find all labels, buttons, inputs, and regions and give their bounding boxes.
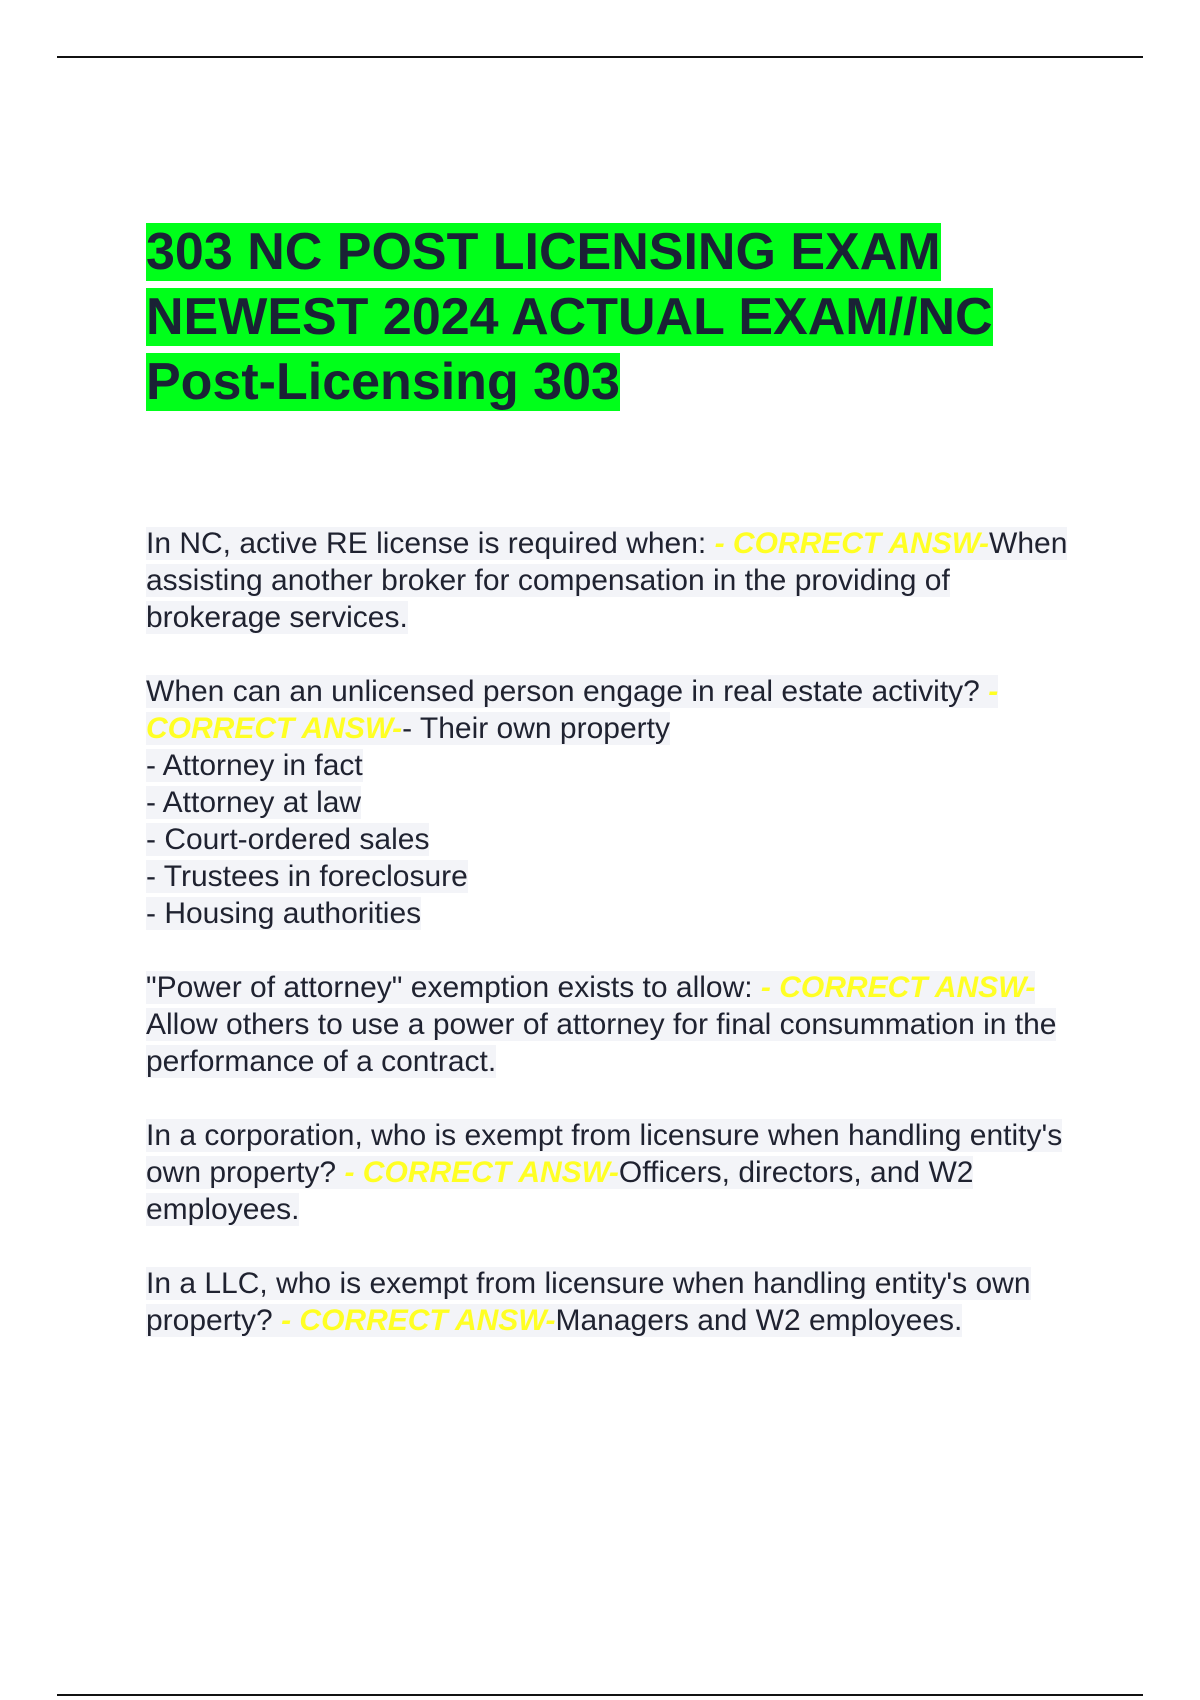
question-3: "Power of attorney" exemption exists to allow:	[146, 971, 761, 1004]
qa-item-2	[146, 673, 1076, 932]
answer-tag-5: - CORRECT ANSW-	[281, 1304, 556, 1337]
document-title-text: 303 NC POST LICENSING EXAM NEWEST 2024 ACTUAL EXAM//NC Post-Licensing 303	[146, 223, 993, 411]
answer-3: Allow others to use a power of attorney for final consummation in the performance of a contract.	[146, 1008, 1057, 1078]
answer-1: When assisting another broker for compensation in the providing of brokerage services.	[146, 527, 1068, 634]
qa-content	[146, 525, 1076, 1376]
qa-item-4	[146, 1117, 1076, 1228]
answer-2-line-5: - Trustees in foreclosure	[146, 860, 468, 893]
answer-tag-1: - CORRECT ANSW-	[714, 527, 990, 560]
answer-2-line-3: - Attorney at law	[146, 786, 362, 819]
answer-tag-4: - CORRECT ANSW-	[344, 1156, 619, 1189]
question-2: When can an unlicensed person engage in real estate activity?	[146, 675, 989, 708]
question-4: In a corporation, who is exempt from licensure when handling entity's own property?	[146, 1119, 1063, 1189]
qa-item-1	[146, 525, 1076, 636]
answer-2-line-1: - Their own property	[402, 712, 670, 745]
answer-tag-3: - CORRECT ANSW-	[760, 971, 1036, 1004]
qa-item-3	[146, 969, 1076, 1080]
answer-2-line-2: - Attorney in fact	[146, 749, 363, 782]
answer-tag-2: - CORRECT ANSW-	[146, 675, 999, 745]
bottom-rule	[57, 1694, 1143, 1696]
qa-item-5	[146, 1265, 1076, 1339]
answer-4: Officers, directors, and W2 employees.	[146, 1156, 974, 1226]
answer-5: Managers and W2 employees.	[555, 1304, 963, 1337]
top-rule	[57, 56, 1143, 58]
answer-2-line-4: - Court-ordered sales	[146, 823, 430, 856]
answer-2-line-6: - Housing authorities	[146, 897, 422, 930]
document-title	[146, 220, 1076, 415]
question-5: In a LLC, who is exempt from licensure when handling entity's own property?	[146, 1267, 1031, 1337]
question-1: In NC, active RE license is required when:	[146, 527, 715, 560]
